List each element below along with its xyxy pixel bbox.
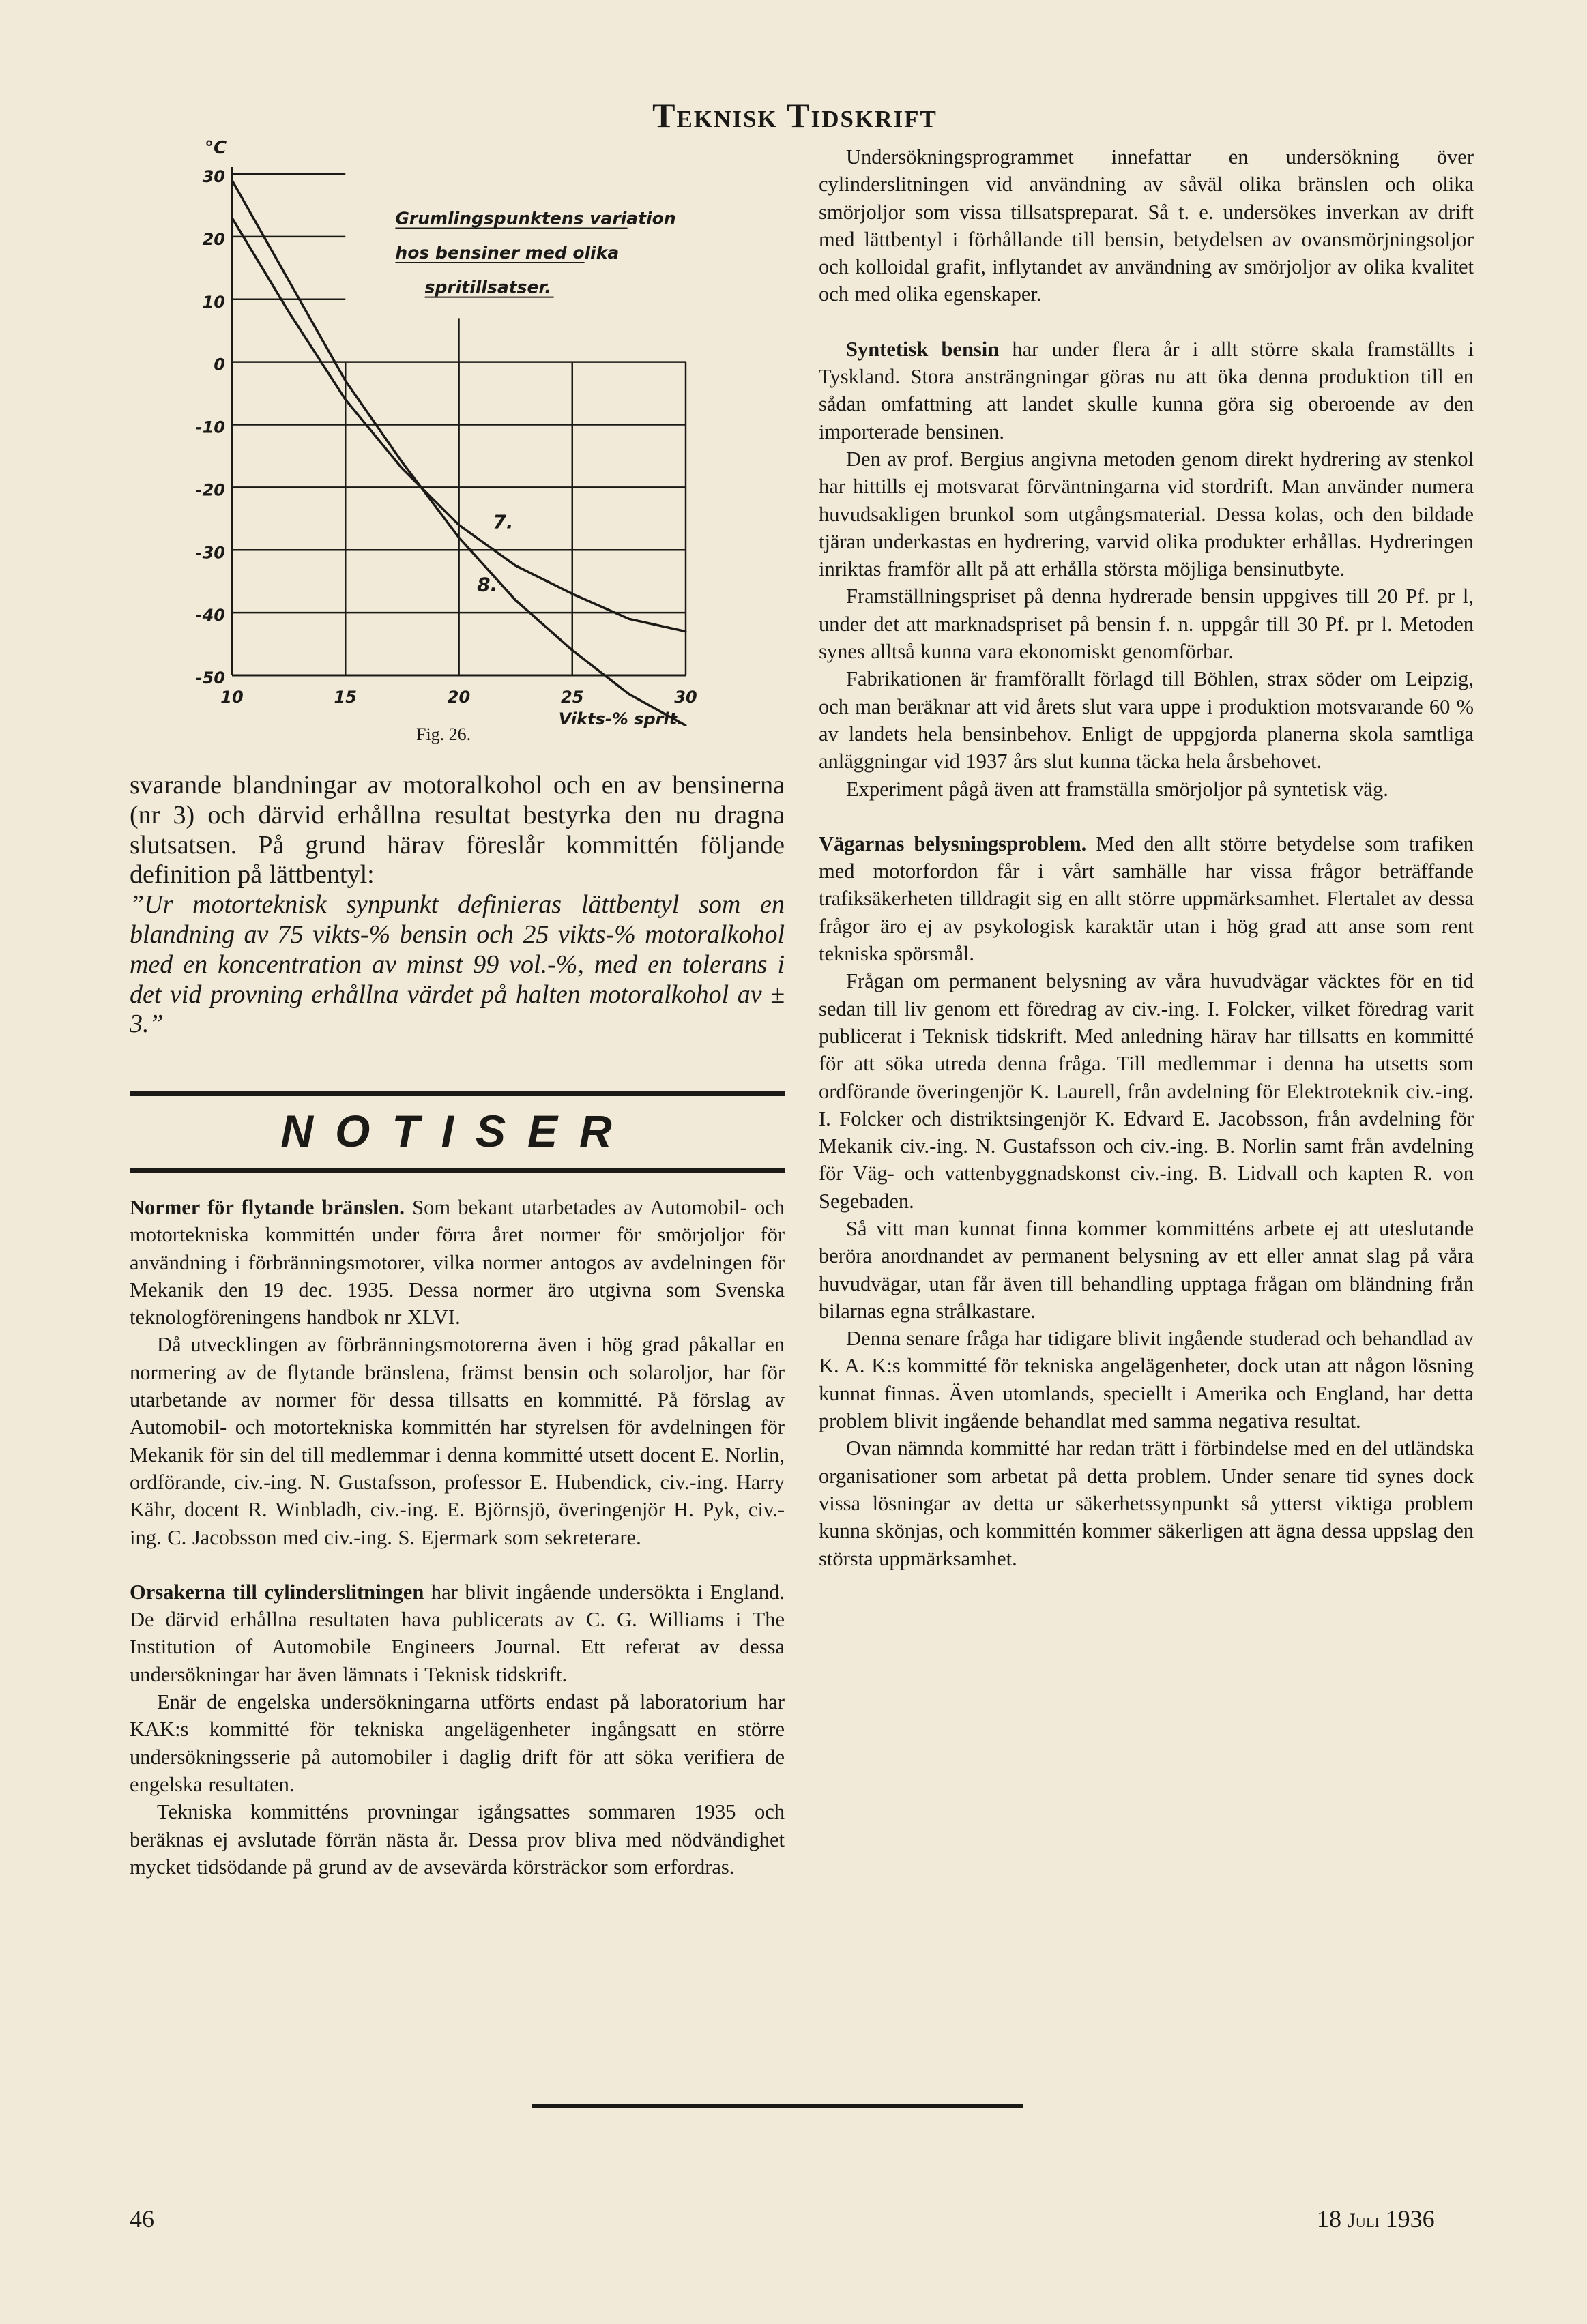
data-point [288,280,290,282]
data-point [458,524,460,526]
data-point [401,461,403,463]
y-unit-label: °C [205,138,227,158]
curve-label-8: 8. [477,573,498,596]
syntetisk-paragraph-5: Experiment pågå även att framställa smörjoljor på syntetisk väg. [846,777,1388,801]
orsakerna-paragraph-1: Orsakerna till cylinderslitningen har blivit ingående undersökta i England. De därvid erhållna resultaten hava publicerats av C. G. Williams i The Institution of Automobile Engineers Journal. Ett referat av dessa undersökningar har även lämnats i Teknisk tidskrift. [130,1580,785,1686]
normer-paragraph-2: Då utvecklingen av förbränningsmotorerna även i hög grad påkallar en normering av de flytande bränslena, främst bensin och solaroljor, har för utarbetande av normer för dessa tillsatts en kommitté. På förslag av Automobil- och motortekniska kommittén har styrelsen för avdelningen för Mekanik för sin del till medlemmar i denna kommitté utsett docent E. Norlin, ordförande, civ.-ing. N. Gustafsson, professor E. Hubendick, civ.-ing. Harry Kähr, docent R. Winbladh, civ.-ing. E. Björnsjö, överingenjör H. Pyk, civ.-ing. C. Jacobsson med civ.-ing. S. Ejermark som sekreterare. [130,1333,785,1549]
x-tick-label: 30 [674,688,697,707]
notiser-rule-top [130,1091,785,1096]
x-axis-label: Vikts-% sprit. [558,709,684,729]
chart-title [395,209,675,297]
data-point [231,179,233,181]
right-column [819,143,1474,1572]
chart-title-line: Grumlingspunktens variation [395,208,676,229]
x-tick-label: 20 [447,688,471,707]
orsakerna-lead: Orsakerna till cylinderslitningen [130,1580,424,1604]
notiser-rule-bottom [130,1168,785,1173]
y-tick-label: -50 [195,668,225,688]
data-point [685,630,687,632]
data-point [571,649,573,651]
program-paragraph: Undersökningsprogrammet innefattar en undersökning över cylinderslitningen vid användning av såväl olika bränslen och olika smörjoljor som vissa tillsatspreparat. Så t. e. undersökes inverkan av drift med lättbentyl i förhållande till bensin, betydelsen av ovansmörjningsoljor och kolloidal grafit, inflytandet av användning av smörjoljor av olika kvalitet och med olika egenskaper. [819,145,1474,306]
y-tick-label: 0 [214,355,225,374]
data-point [345,380,347,382]
x-tick-label: 25 [561,688,584,707]
data-point [628,618,630,620]
x-tick-label: 15 [334,688,357,707]
vagarnas-paragraph-2: Frågan om permanent belysning av våra huvudvägar väcktes för en tid sedan till liv genom ett föredrag av civ.-ing. I. Folcker, vilket föredrag varit publicerat i Teknisk tidskrift. Med anledning härav har tillsatts en kommitté för att söka utreda denna fråga. Till medlemmar i denna ha utsetts som ordförande överingenjör K. Laurell, från avdelning för Elektroteknik civ.-ing. I. Folcker och distriktsingenjör K. Edvard E. Jacobsson, från avdelning för Mekanik civ.-ing. N. Gustafsson och civ.-ing. B. Norlin samt från avdelning för Väg- och vattenbyggnadskonst civ.-ing. B. Lidvall och kapten R. von Segebaden. [819,969,1474,1213]
x-tick-label: 10 [220,688,244,707]
data-point [685,724,687,726]
end-rule [532,2104,1023,2108]
y-tick-label: -10 [195,417,225,437]
data-point [288,311,290,313]
curve-label-7: 7. [493,510,514,533]
lattbentyl-definition: ”Ur motorteknisk synpunkt definieras lättbentyl som en blandning av 75 vikts-% bensin och 25 vikts-% motoralkohol med en koncentration av minst 99 vol.-%, med en tolerans i det vid provning erhållna värdet på halten motoralkohol av ± 3.” [130,890,785,1039]
normer-lead: Normer för flytande bränslen. [130,1196,405,1219]
data-point [458,536,460,538]
data-point [231,217,233,219]
syntetisk-paragraph-2: Den av prof. Bergius angivna metoden genom direkt hydrering av stenkol har hittills ej motsvarat förväntningarna vid stordrift. Man använder numera huvudsakligen brunkol som utgångsmaterial. Dessa kolas, och den bildade tjäran underkastas en hydrering, varvid olika produkter erhållas. Hydreringen inriktas framför allt på att erhålla största möjliga bensinutbyte. [819,447,1474,581]
issue-date: 18 Juli 1936 [1317,2205,1435,2233]
syntetisk-paragraph-4: Fabrikationen är framförallt förlagd till Böhlen, strax söder om Leipzig, och man beräknar att vid årets slut vara uppe i produktion motsvarande 60 % av landets hela bensinbehov. Enligt de uppgjorda planerna skola samtliga anläggningar vid 1937 års slut kunna täcka hela årsbehovet. [819,667,1474,774]
y-tick-label: 30 [202,167,225,186]
vagarnas-lead: Vägarnas belysningsproblem. [819,832,1087,855]
vagarnas-paragraph-5: Ovan nämnda kommitté har redan trätt i förbindelse med en del utländska organisationer som arbetat på detta problem. Under senare tid synes dock vissa lösningar av detta ur säkerhetssynpunkt så ytterst viktiga problem kunna skönjas, och kommittén kommer säkerligen att ägna dessa uppslag den största uppmärksamhet. [819,1437,1474,1570]
data-point [401,467,403,469]
left-column-top [130,771,785,1040]
section-title-notiser: NOTISER [280,1106,634,1156]
syntetisk-paragraph-3: Framställningspriset på denna hydrerade bensin uppgives till 20 Pf. pr l, under det att marknadspriset på bensin f. n. uppgår till 30 Pf. pr l. Metoden synes alltså kunna vara ekonomiskt genomförbar. [819,585,1474,664]
data-point [345,398,347,400]
normer-paragraph-1: Normer för flytande bränslen. Som bekant utarbetades av Automobil- och motortekniska kommittén under förra året normer för smörjoljor för användning i förbränningsmotorer, vilka normer antogos av avdelningen för Mekanik den 19 dec. 1935. Dessa normer äro utgivna som Svenska teknologföreningens handbok nr XLVI. [130,1196,785,1329]
data-point [628,693,630,695]
vagarnas-paragraph-3: Så vitt man kunnat finna kommer kommitténs arbete ej att uteslutande beröra anordnandet av permanent belysning av ett eller annat slag på våra huvudvägar, utan får även till behandling upptaga frågan om bländning från bilarnas egna strålkastare. [819,1216,1474,1323]
data-point [514,565,516,567]
y-tick-label: -30 [195,543,225,563]
y-tick-label: -40 [195,606,225,626]
running-header: Teknisk Tidskrift [652,96,937,134]
y-tick-label: 10 [202,292,225,312]
left-column-notiser [130,1194,785,1881]
data-point [514,599,516,601]
chart-title-line: spritillsatser. [424,277,551,297]
syntetisk-lead: Syntetisk bensin [846,337,1000,361]
figure-caption: Fig. 26. [416,724,471,744]
chart-title-line: hos bensiner med olika [395,243,620,263]
data-point [571,593,573,595]
orsakerna-paragraph-2: Enär de engelska undersökningarna utförts endast på laboratorium har KAK:s kommitté för tekniska angelägenheter ingångsatt en större undersökningsserie på automobiler i daglig drift för att söka verifiera de engelska resultaten. [130,1690,785,1796]
page-number: 46 [130,2205,154,2233]
vagarnas-paragraph-1: Vägarnas belysningsproblem. Med den allt större betydelse som trafiken med motorfordon får i vårt samhälle har vissa frågor beträffande trafiksäkerheten tilldragit sig en allt större uppmärksamhet. Flertalet av dessa frågor äro ej av psykologisk karaktär utan i hög grad att anse som rent tekniska spörsmål. [819,832,1474,966]
y-tick-label: 20 [202,229,225,249]
syntetisk-paragraph-1: Syntetisk bensin har under flera år i allt större skala framställts i Tyskland. Stora ansträngningar göras nu att öka denna produktion till en sådan omfattning att landet skulle kunna göra sig oberoende av den importerade bensinen. [819,337,1474,443]
orsakerna-paragraph-3: Tekniska kommitténs provningar igångsattes sommaren 1935 och beräknas ej avslutade förrän nästa år. Dessa prov bliva med nödvändighet mycket tidsödande på grund av de avsevärda körsträckor som erfordras. [130,1800,785,1879]
cloud-point-chart [130,136,764,729]
intro-paragraph: svarande blandningar av motoralkohol och en av bensinerna (nr 3) och därvid erhållna resultat bestyrka den nu dragna slutsatsen. På grund härav föreslår kommittén följande definition på lättbentyl: [130,771,785,889]
vagarnas-paragraph-4: Denna senare fråga har tidigare blivit ingående studerad och behandlad av K. A. K:s kommitté för tekniska angelägenheter, dock utan att någon lösning kunnat finnas. Även utomlands, speciellt i Amerika och England, har detta problem blivit ingående behandlat med samma negativa resultat. [819,1327,1474,1433]
y-tick-label: -20 [195,480,225,500]
